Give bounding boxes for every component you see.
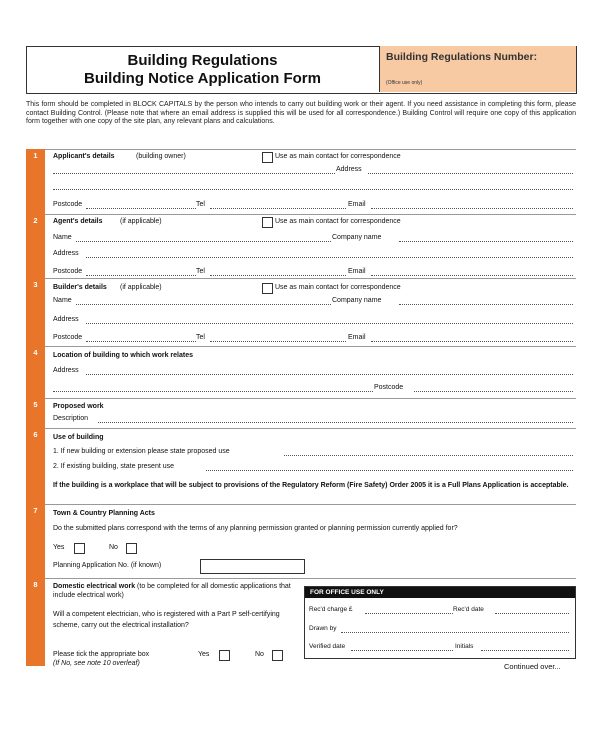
section-number: 4 (26, 346, 45, 398)
electrical-no-label: No (255, 651, 264, 658)
agent-tel-field[interactable] (210, 275, 346, 276)
intro-text: This form should be completed in BLOCK CAPITALS by the person who intends to carry out building work or their agent. If you need assistance in completing this form, please contact Building Control. (Please note that where an email address is supplied this will be used for all correspondence.) Building Control will require one copy of this application form together with one copy of the site plan, any relevant plans and calculations. (26, 101, 576, 126)
description-field[interactable] (98, 422, 573, 423)
planning-application-label: Planning Application No. (if known) (53, 562, 162, 569)
location-title: Location of building to which work relates (53, 352, 194, 359)
section-number: 7 (26, 504, 45, 578)
applicant-note: (building owner) (136, 153, 186, 160)
electrical-title: Domestic electrical work (53, 583, 136, 590)
planning-title: Town & Country Planning Acts (53, 510, 155, 517)
builder-company-field[interactable] (399, 304, 573, 305)
builder-contact-label: Use as main contact for correspondence (275, 284, 401, 291)
planning-yes-checkbox[interactable] (74, 543, 85, 554)
planning-no-checkbox[interactable] (126, 543, 137, 554)
divider (26, 346, 576, 347)
agent-company-label: Company name (332, 234, 382, 241)
electrical-title-note: (to be completed for all domestic applications that include electrical work) (53, 583, 291, 599)
planning-yes-label: Yes (53, 544, 65, 551)
applicant-contact-label: Use as main contact for correspondence (275, 153, 401, 160)
initials-label: Initials (455, 643, 474, 650)
section-4 (26, 346, 576, 398)
location-address-label: Address (53, 367, 79, 374)
agent-postcode-label: Postcode (53, 268, 83, 275)
section-6 (26, 428, 576, 504)
section-3 (26, 278, 576, 346)
divider (26, 504, 576, 505)
agent-email-field[interactable] (371, 275, 573, 276)
planning-no-label: No (109, 544, 118, 551)
divider (26, 278, 576, 279)
applicant-contact-checkbox[interactable] (262, 152, 273, 163)
builder-tel-label: Tel (196, 334, 205, 341)
recd-charge-field[interactable] (365, 613, 453, 614)
builder-name-field[interactable] (76, 304, 331, 305)
drawn-by-field[interactable] (341, 632, 569, 633)
divider (26, 214, 576, 215)
section-1 (26, 149, 576, 214)
agent-name-label: Name (53, 234, 72, 241)
location-postcode-label: Postcode (374, 384, 404, 391)
section-number: 6 (26, 428, 45, 504)
proposed-work-title: Proposed work (53, 403, 104, 410)
agent-address-field[interactable] (86, 257, 573, 258)
divider (26, 578, 576, 579)
agent-contact-label: Use as main contact for correspondence (275, 218, 401, 225)
office-use-only-note: (Office use only) (386, 80, 423, 86)
electrical-yes-label: Yes (198, 651, 210, 658)
planning-question: Do the submitted plans correspond with the terms of any planning permission granted or planning permission currently applied for? (53, 525, 458, 532)
existing-building-use-field[interactable] (206, 470, 573, 471)
title-block (26, 46, 379, 92)
tick-instruction: Please tick the appropriate box (53, 651, 150, 658)
form-title-line1: Building Regulations (127, 52, 278, 69)
electrical-no-checkbox[interactable] (272, 650, 283, 661)
agent-tel-label: Tel (196, 268, 205, 275)
section-5 (26, 398, 576, 428)
section-number: 3 (26, 278, 45, 346)
agent-contact-checkbox[interactable] (262, 217, 273, 228)
verified-date-label: Verified date (309, 643, 346, 650)
section-number: 1 (26, 149, 45, 214)
divider (26, 398, 576, 399)
drawn-by-label: Drawn by (309, 625, 337, 632)
section-2 (26, 214, 576, 278)
applicant-postcode-label: Postcode (53, 201, 83, 208)
regulations-number-label: Building Regulations Number: (386, 51, 538, 63)
fire-safety-warning: If the building is a workplace that will be subject to provisions of the Regulatory Reform (Fire Safety) Order 2005 it is a Full Plans Application is acceptable. (53, 482, 569, 489)
divider (26, 428, 576, 429)
builder-tel-field[interactable] (210, 341, 346, 342)
office-use-box (304, 586, 576, 659)
agent-postcode-field[interactable] (86, 275, 196, 276)
builder-postcode-label: Postcode (53, 334, 83, 341)
electrical-yes-checkbox[interactable] (219, 650, 230, 661)
existing-building-use-label: 2. If existing building, state present use (53, 463, 175, 470)
applicant-address-field[interactable] (368, 173, 573, 174)
section-number: 8 (26, 578, 45, 666)
builder-email-label: Email (348, 334, 366, 341)
section-number: 5 (26, 398, 45, 428)
applicant-address-field-2[interactable] (53, 189, 573, 190)
applicant-address-label: Address (336, 166, 362, 173)
builder-title: Builder's details (53, 284, 107, 291)
recd-date-field[interactable] (495, 613, 569, 614)
office-use-heading: FOR OFFICE USE ONLY (305, 587, 575, 598)
electrician-question: Will a competent electrician, who is registered with a Part P self-certifying scheme, carry out the electrical installation? (53, 611, 280, 629)
agent-address-label: Address (53, 250, 79, 257)
continued-over: Continued over... (504, 662, 561, 671)
agent-name-field[interactable] (76, 241, 331, 242)
description-label: Description (53, 415, 89, 422)
recd-charge-label: Rec'd charge £ (309, 606, 353, 613)
builder-address-field[interactable] (86, 323, 573, 324)
builder-company-label: Company name (332, 297, 382, 304)
agent-company-field[interactable] (399, 241, 573, 242)
electrical-title-block (53, 583, 298, 600)
new-building-use-field[interactable] (284, 455, 573, 456)
builder-note: (if applicable) (120, 284, 162, 291)
initials-field[interactable] (481, 650, 569, 651)
location-address-field[interactable] (86, 374, 573, 375)
builder-contact-checkbox[interactable] (262, 283, 273, 294)
builder-address-label: Address (53, 316, 79, 323)
section-number: 2 (26, 214, 45, 278)
builder-name-label: Name (53, 297, 72, 304)
planning-application-input[interactable] (200, 559, 305, 574)
use-of-building-title: Use of building (53, 434, 104, 441)
builder-email-field[interactable] (371, 341, 573, 342)
agent-email-label: Email (348, 268, 366, 275)
regulations-number-box (379, 46, 576, 92)
applicant-postcode-field[interactable] (86, 208, 196, 209)
builder-postcode-field[interactable] (86, 341, 196, 342)
tick-note: (If No, see note 10 overleaf) (53, 660, 140, 667)
applicant-title: Applicant's details (53, 153, 115, 160)
new-building-use-label: 1. If new building or extension please state proposed use (53, 448, 230, 455)
applicant-tel-label: Tel (196, 201, 205, 208)
verified-date-field[interactable] (351, 650, 453, 651)
section-7 (26, 504, 576, 578)
applicant-name-field[interactable] (53, 173, 335, 174)
location-postcode-field[interactable] (414, 391, 573, 392)
divider (26, 149, 576, 150)
applicant-email-field[interactable] (371, 208, 573, 209)
location-address-field-2[interactable] (53, 391, 373, 392)
agent-title: Agent's details (53, 218, 103, 225)
applicant-tel-field[interactable] (210, 208, 346, 209)
applicant-email-label: Email (348, 201, 366, 208)
form-title-line2: Building Notice Application Form (84, 70, 321, 87)
recd-date-label: Rec'd date (453, 606, 484, 613)
agent-note: (if applicable) (120, 218, 162, 225)
